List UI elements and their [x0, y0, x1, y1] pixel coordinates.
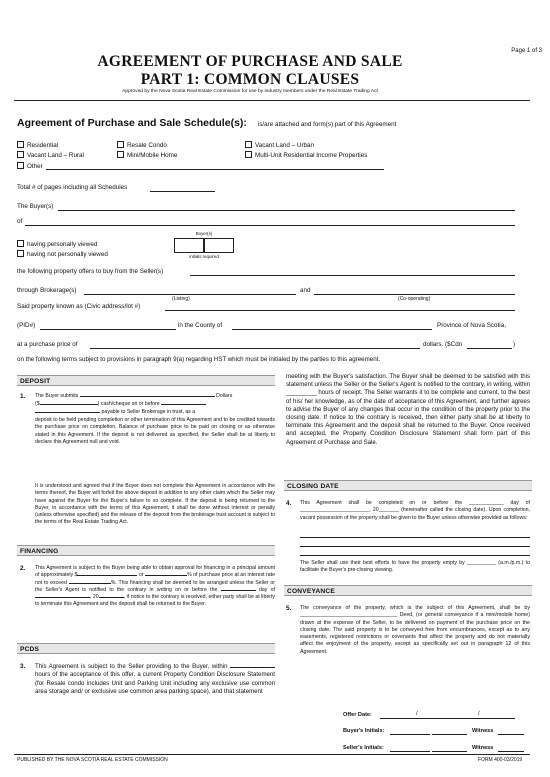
pcds-continued: meeting with the Buyer's satisfaction. The Buyer shall be deemed to be satisfied with this statement unless the Seller or the Seller's Agent is notified to the contrary, in writing, within _________ hours of receipt. The Seller warrants it to be complete and current, to the best of his/ her knowledge, as of the date of acceptance of this Agreement, and further agrees to advise the Buyer of any changes that occur in the condition of the property prior to the closing date. If notice to the contrary is received, then either party shall be at liberty to terminate this Agreement and the deposit shall be returned to the Buyer. Once received and accepted, the Property Condition Disclosure Statement shall form part of this Agreement of Purchase and Sale.	[286, 373, 530, 446]
paren-close: )	[513, 341, 516, 348]
financing-text-1: This Agreement is subject to the Buyer being able to obtain approval for financing in a principal amount of approximately $	[35, 565, 275, 579]
buyers-address-field[interactable]	[25, 225, 515, 226]
checkbox-mini-mobile[interactable]	[117, 151, 177, 159]
checkbox-other[interactable]	[17, 162, 43, 170]
footer-form-number: FORM 400-03/2019	[478, 757, 523, 763]
buyers-initials-label: Buyer's Initials:	[343, 728, 385, 734]
of-label: of	[17, 218, 23, 225]
sellers-initials-field-2[interactable]	[432, 751, 467, 752]
conveyance-number: 5.	[286, 605, 292, 612]
listing-caption: (Listing)	[172, 296, 190, 302]
dollars-label: dollars. ($Cdn	[423, 341, 463, 348]
sellers-witness-label: Witness	[472, 745, 494, 751]
and-label: and	[300, 287, 311, 294]
deposit-amount-field[interactable]	[40, 404, 98, 405]
deposit-payable-text: payable to Seller Brokerage in trust, as a	[101, 409, 196, 415]
financing-amount-field[interactable]	[77, 575, 137, 576]
date-slash-1: /	[416, 711, 418, 717]
sellers-initials-label: Seller's Initials:	[343, 745, 384, 751]
deposit-dollars-label: Dollars	[216, 393, 233, 399]
checkbox-icon[interactable]	[245, 141, 252, 148]
buyer-initial-box-1[interactable]	[174, 238, 204, 253]
checkbox-icon[interactable]	[17, 240, 24, 247]
buyer-initial-box-2[interactable]	[204, 238, 234, 253]
checkbox-icon[interactable]	[17, 250, 24, 257]
cooperating-brokerage-field[interactable]	[314, 294, 515, 295]
sellers-witness-field[interactable]	[498, 751, 524, 752]
checkbox-resale-condo[interactable]	[117, 141, 167, 149]
deposit-row2	[35, 401, 275, 408]
label-resale-condo: Resale Condo	[127, 142, 167, 149]
checkbox-multi-unit[interactable]	[245, 151, 367, 159]
checkbox-icon[interactable]	[117, 151, 124, 158]
purchase-price-amount-field[interactable]	[467, 348, 512, 349]
schedule-suffix: is/are attached and form(s) part of this Agreement	[257, 121, 397, 128]
label-mini-mobile: Mini/Mobile Home	[127, 152, 178, 159]
buyers-witness-label: Witness	[472, 728, 494, 734]
checkbox-icon[interactable]	[17, 151, 24, 158]
label-residential: Residential	[27, 142, 59, 149]
label-vacant-urban: Vacant Land – Urban	[255, 142, 315, 149]
footer-publisher: PUBLISHED BY THE NOVA SCOTIA REAL ESTATE COMMISSION	[17, 757, 168, 763]
form-subtitle: PART 1: COMMON CLAUSES	[140, 71, 360, 88]
deposit-dollar-sign: ($	[35, 401, 40, 407]
financing-text-2: % of purchase price at an interest rate not to exceed	[35, 572, 275, 586]
checkbox-icon[interactable]	[245, 151, 252, 158]
buyers-label: The Buyer(s)	[17, 203, 54, 210]
financing-text-7: notice to the contrary is received, either party shall be at liberty to terminate this Agreement and the deposit shall be returned to the Buyer.	[35, 594, 275, 608]
hst-note: on the following terms subject to provisions in paragraph 9(a) regarding HST which must be initialed by the parties to this agreement.	[17, 356, 381, 363]
possession-field-1[interactable]	[300, 537, 530, 538]
checkbox-icon[interactable]	[17, 162, 24, 169]
financing-text-5: , 20	[90, 594, 99, 601]
buyers-initials-field[interactable]	[390, 734, 430, 735]
label-other: Other	[27, 163, 43, 170]
deposit-row1-text: The Buyer submits	[35, 393, 79, 399]
pid-field[interactable]	[40, 329, 176, 330]
deposit-payee-field[interactable]	[35, 412, 100, 413]
financing-text-or: or	[138, 572, 144, 579]
total-pages-field[interactable]	[150, 191, 215, 192]
deposit-row1	[35, 393, 275, 400]
deposit-number: 1.	[20, 393, 26, 400]
province-label: Province of Nova Scotia,	[437, 322, 506, 329]
schedule-heading	[17, 113, 396, 131]
checkbox-icon[interactable]	[117, 141, 124, 148]
financing-text	[35, 565, 275, 609]
pcds-hours-field[interactable]	[230, 667, 275, 668]
closing-paragraph-1: This Agreement shall be completed on or before the ____________ day of ________________________, 20_______ (hereinafter called the closing date). Upon completion, vacant possession of the property shall be given to the Buyer unless otherwise provided as follows:	[300, 500, 530, 521]
pcds-text-1: This Agreement is subject to the Seller providing to the Buyer, within	[35, 663, 228, 670]
pcds-heading: PCDS	[17, 643, 275, 654]
county-label: in the County of	[178, 322, 223, 329]
financing-day-field[interactable]	[221, 590, 256, 591]
buyers-field[interactable]	[58, 210, 515, 211]
buyers-small-label: Buyer(s)	[195, 231, 213, 236]
header-divider	[14, 100, 530, 101]
deposit-cash-label: ) cash/cheque on or before	[97, 401, 160, 407]
approval-note: Approved by the Nova Scotia Real Estate Commission for use by industry members under the Real Estate Trading Act	[122, 89, 378, 94]
financing-heading: FINANCING	[17, 545, 275, 556]
buyers-initials-field-2[interactable]	[432, 734, 467, 735]
footer-divider	[14, 754, 530, 755]
closing-paragraph-2: The Seller shall use their best efforts to have the property empty by __________ (a.m./p.m.) to facilitate the Buyer's pre-closing viewing.	[300, 560, 530, 574]
sellers-field[interactable]	[190, 275, 515, 276]
buyers-witness-field[interactable]	[498, 734, 524, 735]
pcds-number: 3.	[20, 663, 26, 670]
label-viewed: having personally viewed	[27, 241, 98, 248]
civic-address-label: Said property known as (Civic address/lot #)	[17, 303, 141, 310]
conveyance-heading: CONVEYANCE	[284, 585, 532, 596]
page-number: Page 1 of 3	[511, 48, 542, 54]
closing-date-heading: CLOSING DATE	[284, 480, 532, 491]
checkbox-not-viewed[interactable]	[17, 250, 108, 258]
label-not-viewed: having not personally viewed	[27, 251, 108, 258]
deposit-date-field[interactable]	[161, 404, 206, 405]
total-pages-label: Total # of pages including all Schedules	[17, 184, 128, 191]
pcds-text	[35, 663, 275, 697]
form-title: AGREEMENT OF PURCHASE AND SALE	[97, 53, 403, 70]
date-slash-2: /	[478, 711, 480, 717]
label-vacant-rural: Vacant Land – Rural	[27, 152, 84, 159]
purchase-price-words-field[interactable]	[90, 348, 420, 349]
initials-required-note: initials required	[189, 254, 219, 259]
checkbox-vacant-rural[interactable]	[17, 151, 84, 159]
deposit-heading: DEPOSIT	[17, 375, 275, 386]
financing-text-4: day of	[258, 586, 275, 593]
checkbox-viewed[interactable]	[17, 240, 97, 248]
label-multi-unit: Multi-Unit Residential Income Properties	[255, 152, 368, 159]
sellers-initials-field[interactable]	[390, 751, 430, 752]
cooperating-caption: (Co-operating)	[398, 296, 431, 302]
deposit-paragraph-1: deposit to be held pending completion or other termination of this Agreement and to be credited towards the purchase price on completion. Balance of purchase price to be paid on closing or as otherwise stated in this Agreement. If the deposit is not delivered as specified, the Seller shall be at liberty to declare this Agreement null and void.	[35, 417, 275, 445]
pcds-text-2: hours of the acceptance of this offer, a current Property Condition Disclosure Statement (for Resale condo includes Unit and Parking Unit including any exclusive use common area storage and/ or exclusive use common area parking space), and that statement	[35, 671, 275, 696]
conveyance-paragraph: The conveyance of the property, which is the subject of this Agreement, shall be by _________________________________ Deed, (or general conveyance if a mini/mobile home) drawn at the expense of the Seller, to be delivered on payment of the purchase price on the closing date. The said property is to be conveyed free from encumbrances, except as to any easements, registered restrictions or covenants that affect the property and do not materially affect the enjoyment of the property, except as specifically set out in paragraph 12 of this Agreement.	[300, 605, 530, 655]
civic-address-field[interactable]	[165, 310, 515, 311]
checkbox-vacant-urban[interactable]	[245, 141, 314, 149]
pid-label: (PID#)	[17, 322, 36, 329]
checkbox-icon[interactable]	[17, 141, 24, 148]
deposit-words-field[interactable]	[80, 396, 215, 397]
possession-field-3[interactable]	[300, 555, 530, 556]
financing-month-field[interactable]	[35, 597, 90, 598]
county-field[interactable]	[232, 329, 432, 330]
schedule-heading-text: Agreement of Purchase and Sale Schedule(s):	[17, 117, 247, 129]
financing-number: 2.	[20, 565, 26, 572]
checkbox-residential[interactable]	[17, 141, 58, 149]
financing-text-3: %. This financing shall be deemed to be arranged unless the Seller or the Seller's Agent is notified to the contrary in writing on or before the	[35, 579, 275, 593]
possession-field-2[interactable]	[300, 546, 530, 547]
financing-text-6: , if	[123, 594, 130, 601]
deposit-row3	[35, 409, 275, 416]
listing-brokerage-field[interactable]	[84, 294, 296, 295]
brokerage-label: through Brokerage(s)	[17, 287, 77, 294]
purchase-price-label: at a purchase price of	[17, 341, 78, 348]
offer-date-label: Offer Date:	[343, 712, 372, 718]
offers-label: the following property offers to buy from the Seller(s)	[17, 268, 164, 275]
closing-number: 4.	[286, 500, 292, 507]
other-field[interactable]	[46, 169, 384, 170]
financing-percent-field[interactable]	[145, 575, 187, 576]
financing-year-field[interactable]	[99, 597, 124, 598]
deposit-paragraph-2: It is understood and agreed that if the Buyer does not complete this Agreement in accordance with the terms thereof, the Buyer will forfeit the above deposit in addition to any other claim which the Seller may have against the Buyer for the Buyer's failure to so complete. If the deposit is being returned to the Buyer, in accordance with the terms of this Agreement, it shall be done without interest or penalty (unless otherwise specified) and the release of the deposit from the brokerage trust account is subject to the terms of the Real Estate Trading Act.	[35, 483, 275, 526]
offer-date-field[interactable]	[380, 718, 515, 719]
financing-rate-field[interactable]	[69, 583, 111, 584]
